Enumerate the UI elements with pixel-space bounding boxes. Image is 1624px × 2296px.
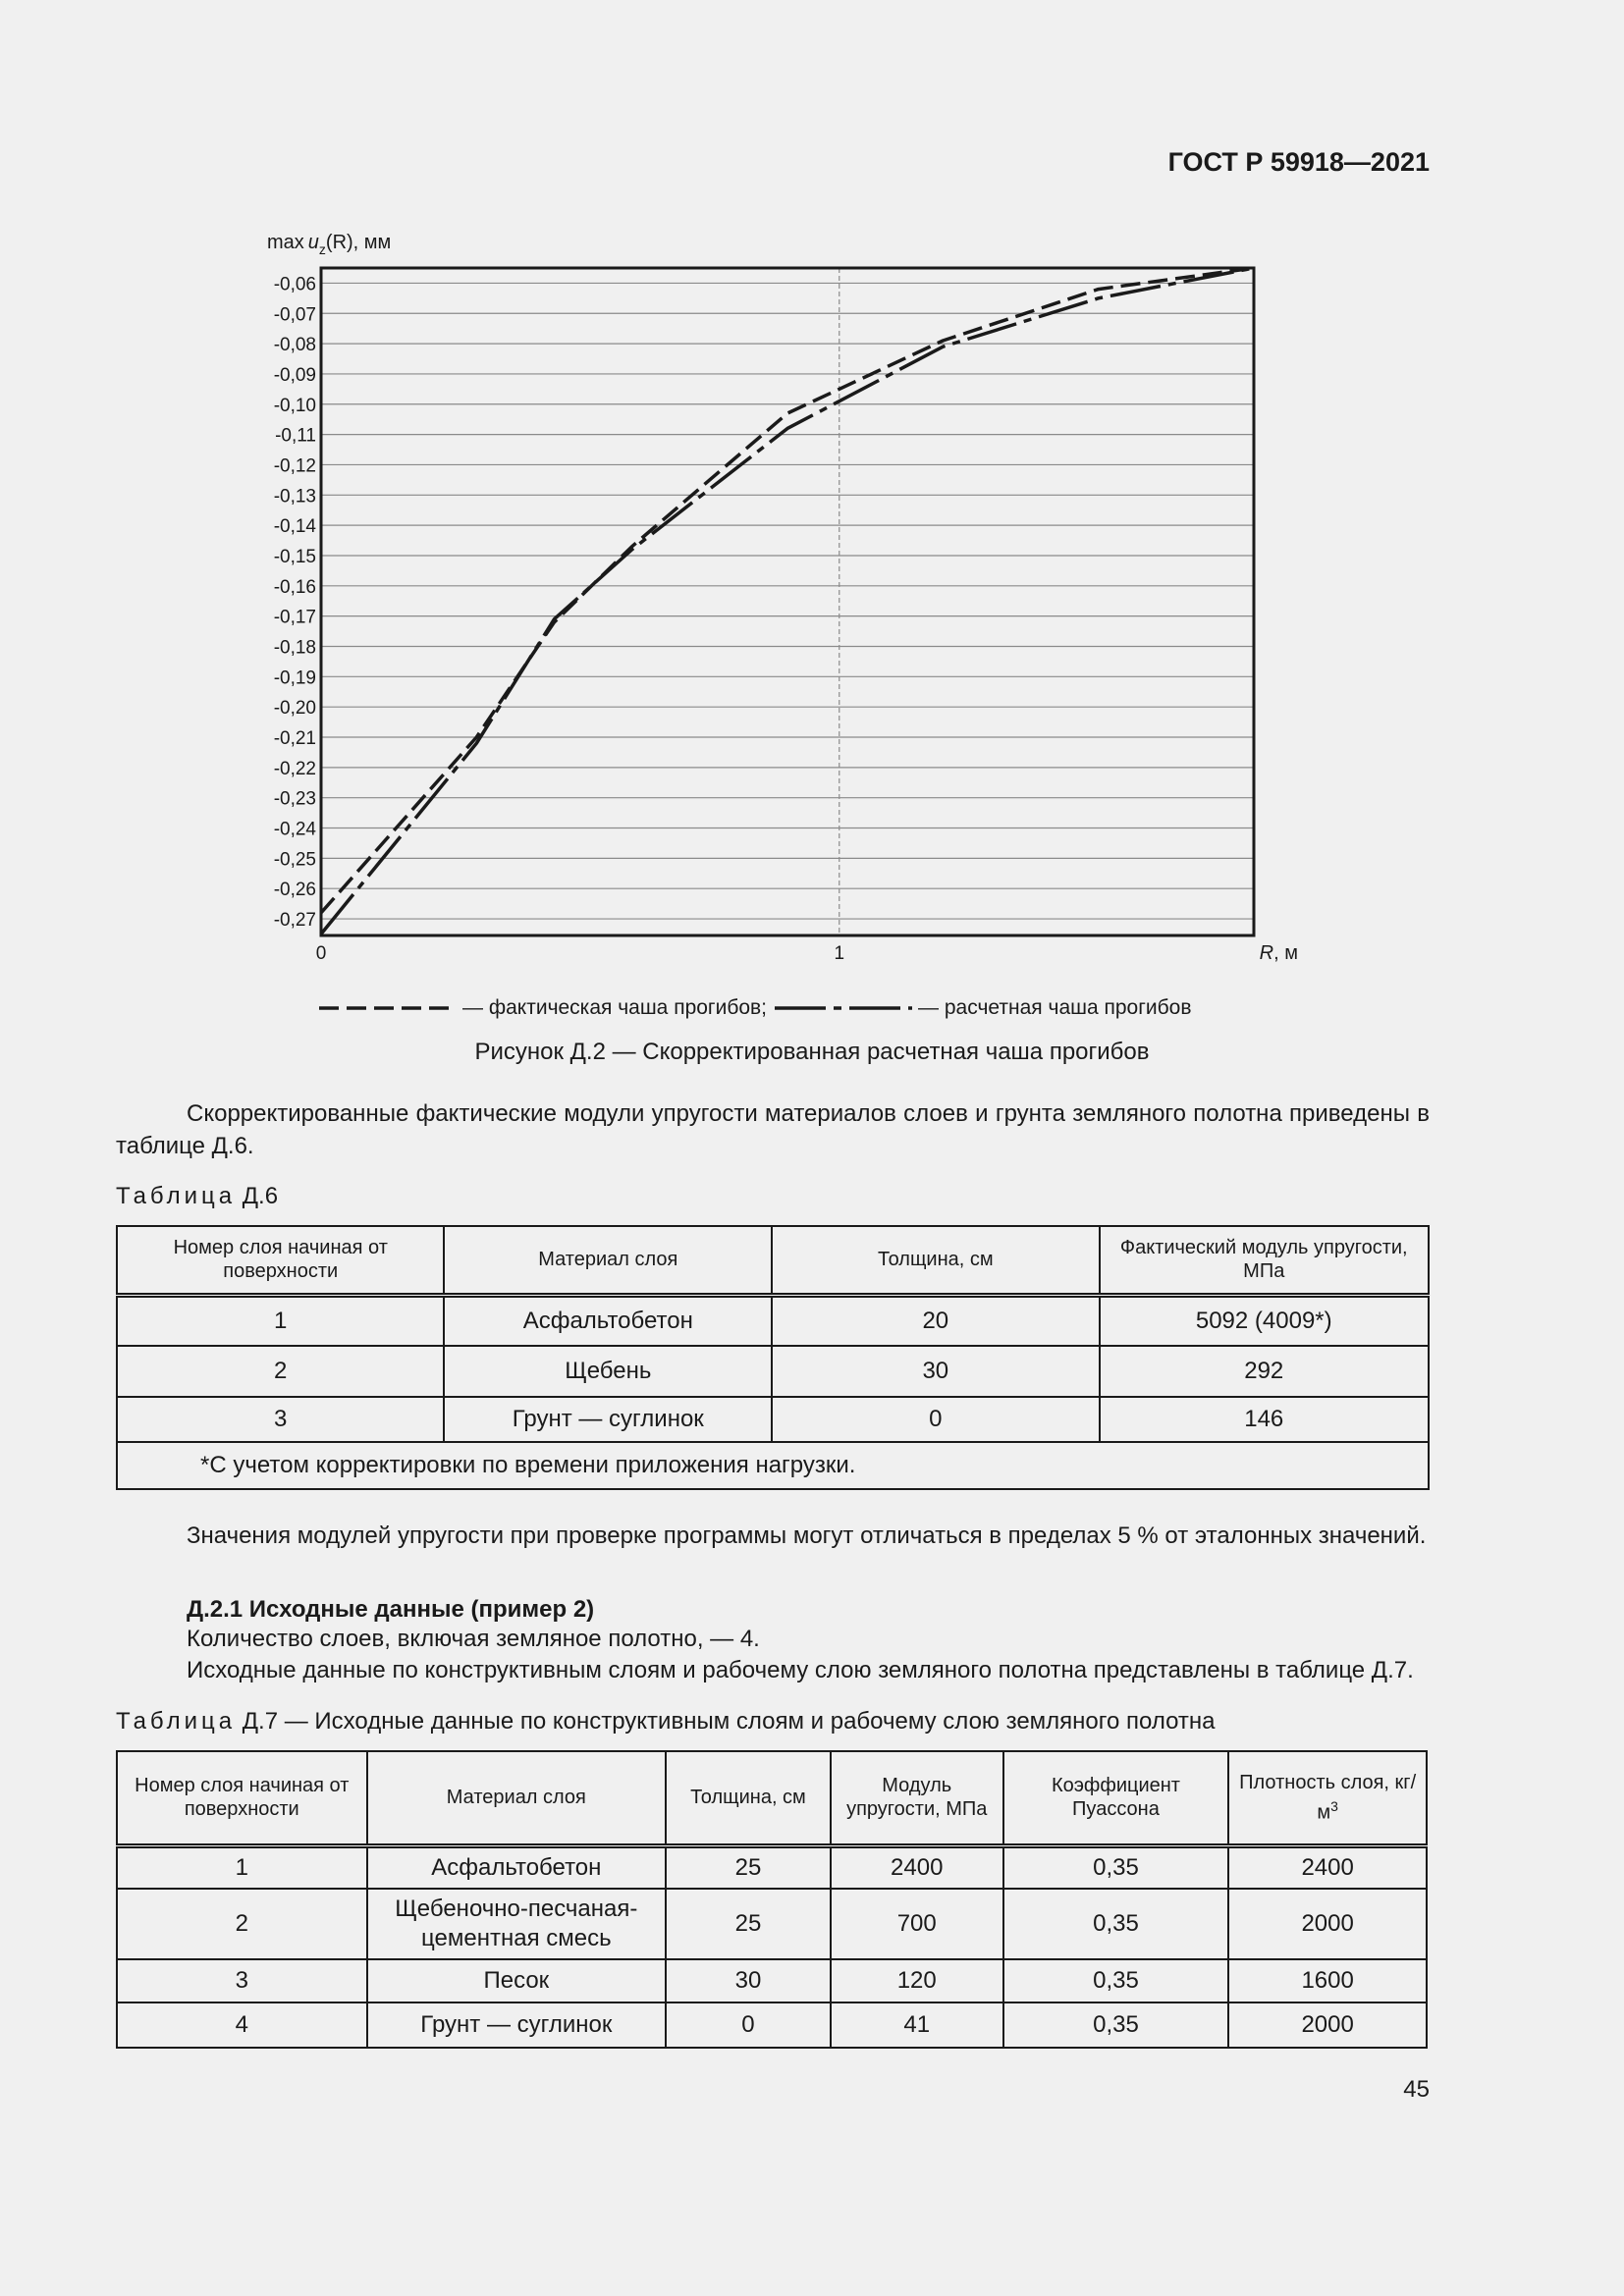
table-cell: 30 xyxy=(772,1346,1099,1397)
y-tick-label: -0,19 xyxy=(273,667,316,689)
y-tick-label: -0,16 xyxy=(273,576,316,598)
y-tick-label: -0,26 xyxy=(273,880,316,901)
table-row xyxy=(117,1346,1429,1397)
table-cell: 700 xyxy=(831,1889,1003,1959)
chart-legend xyxy=(319,996,1191,1020)
section-line-1: Количество слоев, включая земляное полотно, — 4. xyxy=(187,1626,760,1652)
table-cell: 0 xyxy=(772,1397,1099,1442)
table-cell: Асфальтобетон xyxy=(444,1295,772,1346)
standard-number: ГОСТ Р 59918—2021 xyxy=(1167,147,1430,177)
table-cell: 30 xyxy=(666,1959,831,2002)
header-cell: Материал слоя xyxy=(444,1226,772,1295)
table-cell: 2 xyxy=(117,1889,367,1959)
legend-fact-label: — фактическая чаша прогибов; xyxy=(462,996,768,1019)
x-axis-label: R, м xyxy=(1259,942,1298,964)
header-cell: Плотность слоя, $кг/м^3$ xyxy=(1228,1751,1427,1845)
y-tick-label: -0,27 xyxy=(273,910,316,932)
table-cell: 3 xyxy=(117,1397,444,1442)
y-tick-label: -0,22 xyxy=(273,758,316,779)
y-tick-label: -0,13 xyxy=(273,486,316,507)
table-cell: Грунт — суглинок xyxy=(444,1397,772,1442)
table-cell: 2400 xyxy=(831,1845,1003,1889)
y-tick-label: -0,07 xyxy=(273,304,316,326)
table-cell: 3 xyxy=(117,1959,367,2002)
table-cell: Щебень xyxy=(444,1346,772,1397)
figure-caption: Рисунок Д.2 — Скорректированная расчетная чаша прогибов xyxy=(474,1039,1150,1065)
table-d6-label: Таблица Д.6 xyxy=(116,1183,279,1209)
header-cell: Толщина, см xyxy=(772,1226,1099,1295)
series-fact-line xyxy=(321,268,1254,913)
table-cell: 2 xyxy=(117,1346,444,1397)
header-cell: Коэффициент Пуассона xyxy=(1003,1751,1229,1845)
table-cell: 0,35 xyxy=(1003,1889,1229,1959)
y-tick-label: -0,25 xyxy=(273,849,316,871)
header-cell: Номер слоя начиная от поверхности xyxy=(117,1751,367,1845)
table-cell: 0,35 xyxy=(1003,2002,1229,2048)
table-cell: 4 xyxy=(117,2002,367,2048)
table-cell: 2400 xyxy=(1228,1845,1427,1889)
table-cell: 25 xyxy=(666,1889,831,1959)
header-cell: Фактический модуль упругости, МПа xyxy=(1100,1226,1430,1295)
table-cell: 292 xyxy=(1100,1346,1430,1397)
header-cell: Материал слоя xyxy=(367,1751,667,1845)
header-cell: Толщина, см xyxy=(666,1751,831,1845)
y-tick-label: -0,20 xyxy=(273,698,316,720)
y-axis-label: $\max u_z(R)$, мм xyxy=(267,232,392,257)
y-tick-label: -0,11 xyxy=(275,425,316,447)
table-cell: 0 xyxy=(666,2002,831,2048)
table-cell: 2000 xyxy=(1228,1889,1427,1959)
table-d7 xyxy=(116,1750,1428,2049)
table-cell: 25 xyxy=(666,1845,831,1889)
table-cell: 1 xyxy=(117,1845,367,1889)
table-cell: 0,35 xyxy=(1003,1845,1229,1889)
y-tick-label: -0,18 xyxy=(273,637,316,659)
table-note: *С учетом корректировки по времени приложения нагрузки. xyxy=(117,1442,1429,1489)
table-header-row xyxy=(117,1226,1429,1295)
y-tick-label: -0,06 xyxy=(273,274,316,295)
deflection-chart xyxy=(255,221,1316,967)
y-tick-label: -0,17 xyxy=(273,607,316,628)
table-row xyxy=(117,2002,1427,2048)
y-tick-label: -0,24 xyxy=(273,819,316,840)
table-cell: 20 xyxy=(772,1295,1099,1346)
table-cell: 120 xyxy=(831,1959,1003,2002)
table-cell: 2000 xyxy=(1228,2002,1427,2048)
table-cell: 5092 (4009*) xyxy=(1100,1295,1430,1346)
series-calc-line xyxy=(321,268,1254,934)
table-row xyxy=(117,1397,1429,1442)
table-d6 xyxy=(116,1225,1430,1490)
table-cell: Грунт — суглинок xyxy=(367,2002,667,2048)
legend-dashed-line-swatch xyxy=(319,1003,457,1013)
table-cell: 0,35 xyxy=(1003,1959,1229,2002)
section-heading: Д.2.1 Исходные данные (пример 2) xyxy=(187,1596,595,1623)
table-cell: Песок xyxy=(367,1959,667,2002)
y-tick-label: -0,09 xyxy=(273,364,316,386)
y-tick-label: -0,08 xyxy=(273,335,316,356)
legend-dashdot-line-swatch xyxy=(775,1003,912,1013)
table-cell: 146 xyxy=(1100,1397,1430,1442)
page-number: 45 xyxy=(1403,2076,1430,2103)
table-cell: 41 xyxy=(831,2002,1003,2048)
table-row xyxy=(117,1845,1427,1889)
section-line-2: Исходные данные по конструктивным слоям и рабочему слою земляного полотна представлены в таблице Д.7. xyxy=(187,1657,1414,1683)
y-tick-label: -0,12 xyxy=(273,455,316,477)
table-cell: 1 xyxy=(117,1295,444,1346)
y-tick-label: -0,21 xyxy=(273,728,316,750)
table-row xyxy=(117,1889,1427,1959)
paragraph-2: Значения модулей упругости при проверке программы могут отличаться в пределах 5 % от эталонных значений. xyxy=(187,1522,1427,1549)
table-d7-label: Таблица Д.7 — Исходные данные по конструктивным слоям и рабочему слою земляного полотна xyxy=(116,1708,1216,1735)
table-row xyxy=(117,1959,1427,2002)
y-tick-label: -0,23 xyxy=(273,788,316,810)
plot-frame xyxy=(321,268,1254,935)
table-header-row xyxy=(117,1751,1427,1845)
header-cell: Номер слоя начиная от поверхности xyxy=(117,1226,444,1295)
table-row xyxy=(117,1295,1429,1346)
table-cell: 1600 xyxy=(1228,1959,1427,2002)
header-cell: Модуль упругости, МПа xyxy=(831,1751,1003,1845)
y-tick-label: -0,14 xyxy=(273,516,316,538)
paragraph-1: Скорректированные фактические модули упругости материалов слоев и грунта земляного полотна приведены в таблице Д.6. xyxy=(116,1100,1430,1159)
x-tick-label: 0 xyxy=(315,943,327,964)
y-tick-label: -0,15 xyxy=(273,546,316,567)
table-note-row xyxy=(117,1442,1429,1489)
x-tick-label: 1 xyxy=(834,943,845,964)
table-cell: Щебеночно-песчаная-цементная смесь xyxy=(367,1889,667,1959)
legend-calc-label: — расчетная чаша прогибов xyxy=(918,996,1192,1019)
table-cell: Асфальтобетон xyxy=(367,1845,667,1889)
y-tick-label: -0,10 xyxy=(273,395,316,416)
